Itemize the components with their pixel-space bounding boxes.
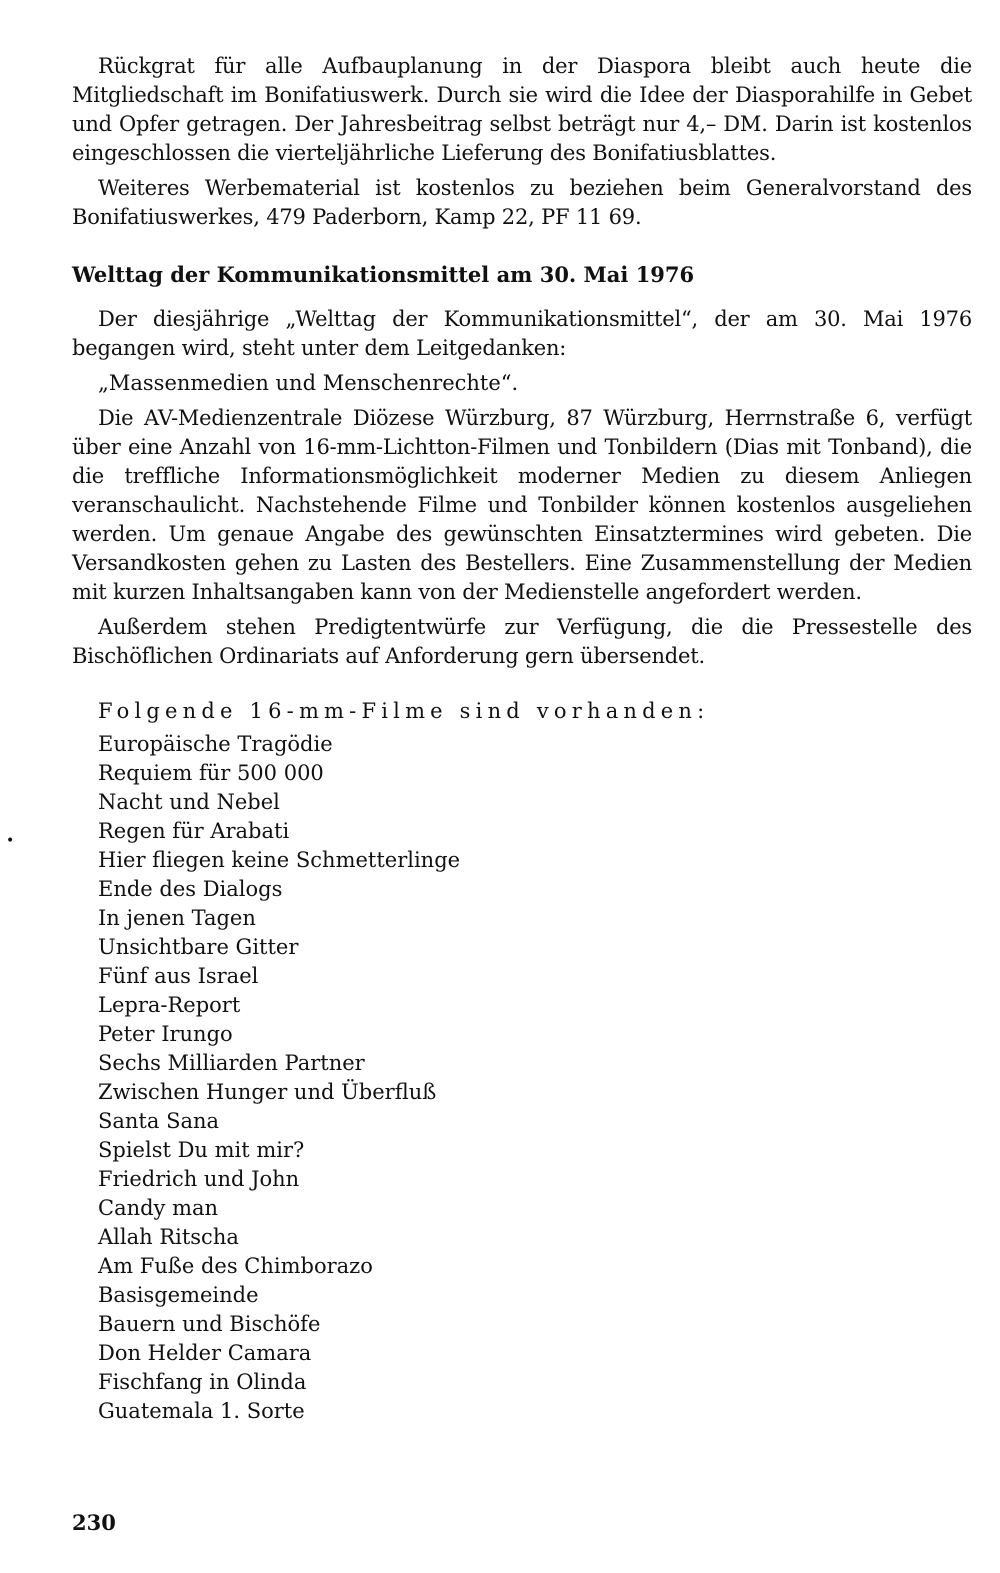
film-item: Zwischen Hunger und Überfluß	[98, 1080, 437, 1104]
intro-paragraph-1: Rückgrat für alle Aufbauplanung in der Diaspora bleibt auch heute die Mitgliedschaft im Bonifatiuswerk. Durch sie wird die Idee der Diasporahilfe in Gebet und Opfer getragen. Der Jahresbeitrag selbst beträgt nur 4,– DM. Darin ist kostenlos eingeschlossen die vierteljährliche Lieferung des Bonifatiusblattes.	[72, 54, 972, 165]
film-item: Peter Irungo	[98, 1022, 233, 1046]
film-item: Guatemala 1. Sorte	[98, 1399, 305, 1423]
film-item: Regen für Arabati	[98, 819, 290, 843]
film-item: Sechs Milliarden Partner	[98, 1051, 365, 1075]
page-number: 230	[72, 1510, 116, 1535]
section-heading: Welttag der Kommunikationsmittel am 30. Mai 1976	[72, 262, 695, 287]
margin-dot: •	[6, 833, 15, 849]
film-item: Requiem für 500 000	[98, 761, 324, 785]
film-item: Bauern und Bischöfe	[98, 1312, 321, 1336]
film-item: Fünf aus Israel	[98, 964, 259, 988]
document-page	[72, 52, 972, 1426]
film-item: Hier fliegen keine Schmetterlinge	[98, 848, 461, 872]
film-item: In jenen Tagen	[98, 906, 256, 930]
film-item: Europäische Tragödie	[98, 732, 333, 756]
film-item: Friedrich und John	[98, 1167, 300, 1191]
section-slogan: „Massenmedien und Menschenrechte“.	[98, 371, 519, 395]
section-paragraph-2: Die AV-Medienzentrale Diözese Würzburg, 87 Würzburg, Herrnstraße 6, verfügt über eine Anzahl von 16-mm-Lichtton-Filmen und Tonbildern (Dias mit Tonband), die die treffliche Informationsmöglichkeit moderner Medien zu diesem Anliegen veranschaulicht. Nachstehende Filme und Tonbilder können kostenlos ausgeliehen werden. Um genaue Angabe des gewünschten Einsatztermines wird gebeten. Die Versandkosten gehen zu Lasten des Bestellers. Eine Zusammenstellung der Medien mit kurzen Inhaltsangaben kann von der Medienstelle angefordert werden.	[72, 406, 972, 604]
film-item: Am Fuße des Chimborazo	[98, 1254, 373, 1278]
film-item: Allah Ritscha	[98, 1225, 239, 1249]
film-item: Fischfang in Olinda	[98, 1370, 307, 1394]
film-list-heading: Folgende 16-mm-Filme sind vorhanden:	[98, 699, 710, 723]
film-item: Basisgemeinde	[98, 1283, 259, 1307]
film-item: Spielst Du mit mir?	[98, 1138, 305, 1162]
film-item: Unsichtbare Gitter	[98, 935, 299, 959]
film-item: Ende des Dialogs	[98, 877, 283, 901]
film-item: Lepra-Report	[98, 993, 241, 1017]
intro-paragraph-2: Weiteres Werbematerial ist kostenlos zu beziehen beim Generalvorstand des Bonifatiuswerkes, 479 Paderborn, Kamp 22, PF 11 69.	[72, 176, 972, 229]
film-item: Candy man	[98, 1196, 219, 1220]
section-paragraph-1: Der diesjährige „Welttag der Kommunikationsmittel“, der am 30. Mai 1976 begangen wird, steht unter dem Leitgedanken:	[72, 307, 972, 360]
film-item: Santa Sana	[98, 1109, 220, 1133]
film-item: Nacht und Nebel	[98, 790, 280, 814]
film-item: Don Helder Camara	[98, 1341, 312, 1365]
section-paragraph-3: Außerdem stehen Predigtentwürfe zur Verfügung, die die Pressestelle des Bischöflichen Ordinariats auf Anforderung gern übersendet.	[72, 615, 972, 668]
film-list	[72, 730, 972, 1426]
